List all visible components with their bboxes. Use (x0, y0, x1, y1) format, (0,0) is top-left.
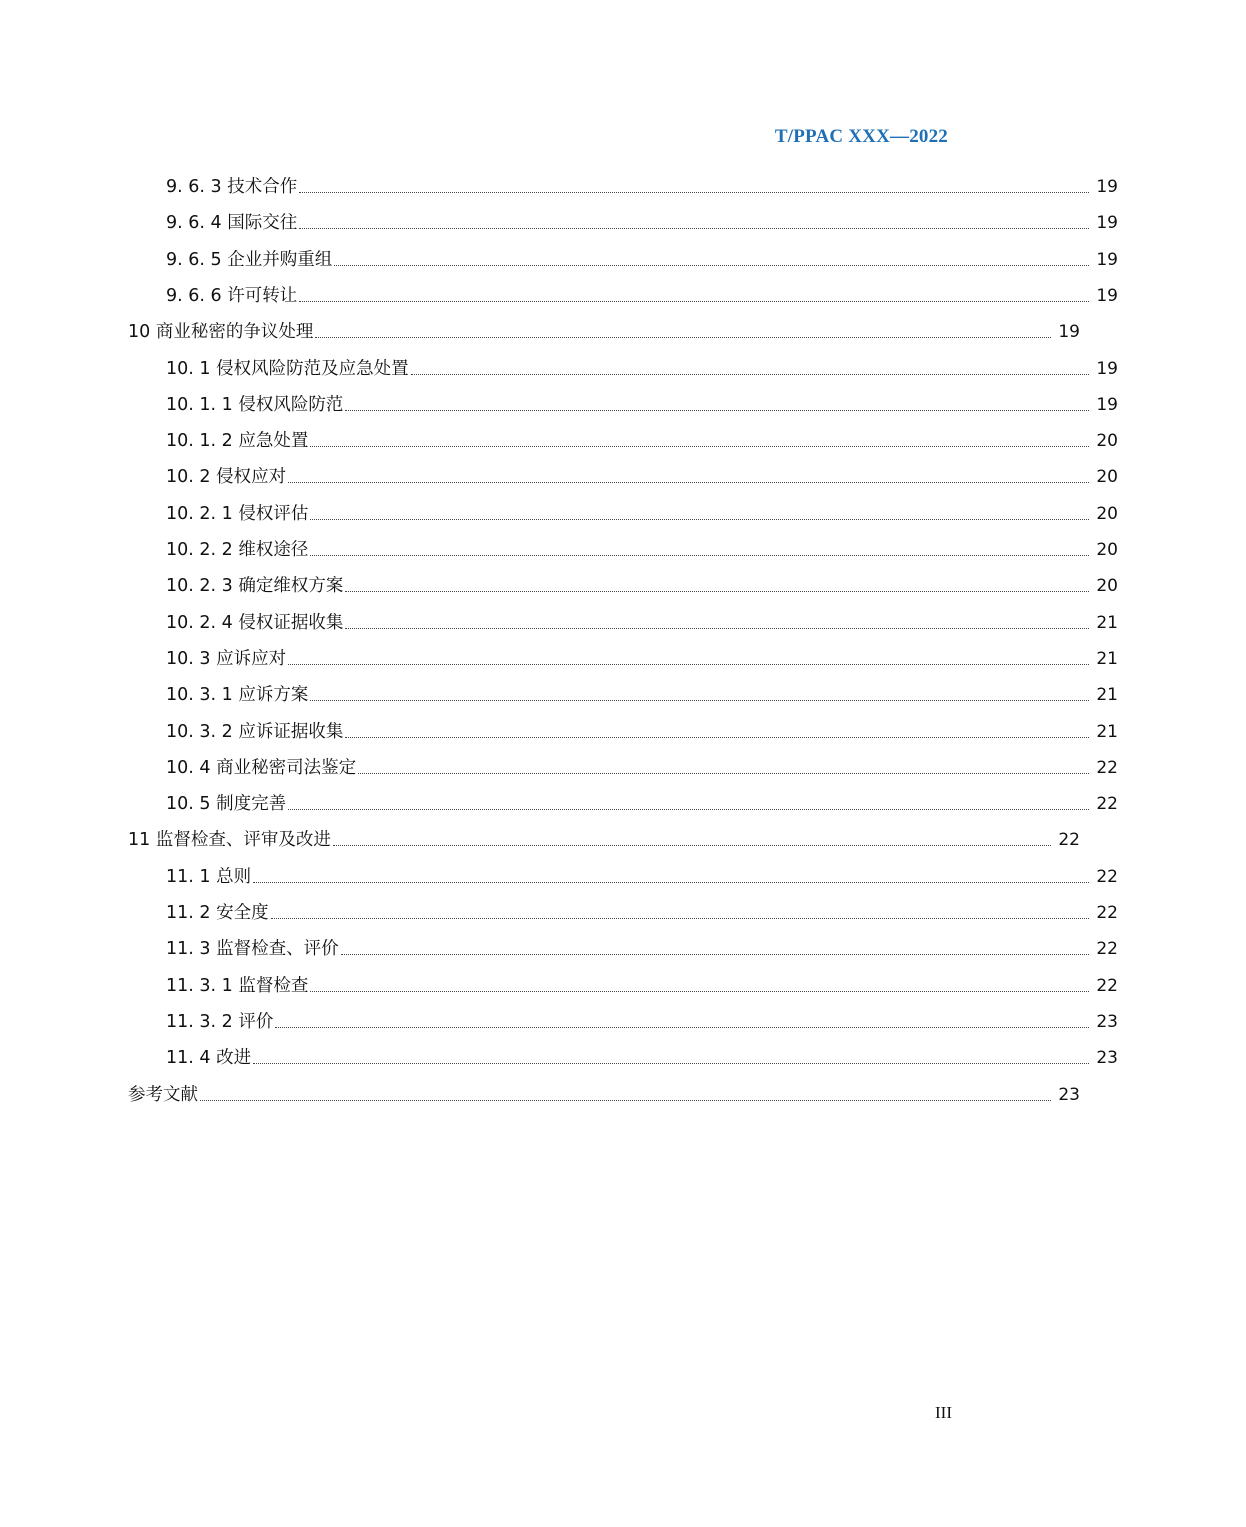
toc-entry-page-number: 22 (1096, 903, 1118, 923)
toc-entry[interactable] (0, 313, 1208, 343)
toc-entry[interactable] (0, 495, 1246, 525)
toc-dot-leader (271, 917, 1089, 919)
toc-entry[interactable] (0, 1003, 1246, 1033)
toc-entry-page-number: 21 (1096, 648, 1118, 669)
toc-entry-page-number: 22 (1096, 975, 1118, 996)
toc-dot-leader (253, 881, 1089, 883)
toc-entry-page-number: 20 (1096, 503, 1118, 524)
toc-entry-page-number: 19 (1096, 177, 1118, 197)
toc-entry-label: 11 监督检查、评审及改进 (128, 830, 331, 851)
toc-entry-label: 参考文献 (128, 1084, 198, 1105)
toc-dot-leader (288, 808, 1089, 810)
toc-dot-leader (310, 990, 1089, 992)
toc-entry-label: 11. 3. 1 监督检查 (166, 975, 309, 996)
toc-entry-label: 10. 2. 4 侵权证据收集 (166, 612, 344, 633)
toc-dot-leader (200, 1099, 1051, 1101)
toc-entry-label: 11. 4 改进 (166, 1048, 252, 1069)
toc-entry-label: 11. 1 总则 (166, 866, 252, 887)
toc-entry-label: 10. 2 侵权应对 (166, 467, 287, 488)
toc-dot-leader (288, 481, 1089, 483)
toc-entry-page-number: 20 (1096, 576, 1118, 597)
toc-entry[interactable] (0, 967, 1246, 997)
toc-entry-page-number: 23 (1096, 1011, 1118, 1032)
toc-dot-leader (275, 1026, 1089, 1028)
page-number: III (935, 1403, 952, 1422)
toc-entry[interactable] (0, 241, 1246, 271)
toc-dot-leader (310, 445, 1089, 447)
toc-entry-page-number: 21 (1096, 721, 1118, 742)
toc-entry-page-number: 19 (1096, 358, 1118, 379)
toc-entry[interactable] (0, 422, 1246, 452)
toc-entry[interactable] (0, 458, 1246, 488)
toc-entry-label: 10. 2. 1 侵权评估 (166, 503, 309, 524)
toc-entry[interactable] (0, 531, 1246, 561)
toc-dot-leader (315, 336, 1051, 338)
toc-dot-leader (358, 772, 1089, 774)
toc-entry-page-number: 19 (1096, 213, 1118, 234)
toc-entry-label: 10. 2. 2 维权途径 (166, 540, 309, 560)
toc-entry[interactable] (0, 1039, 1246, 1069)
toc-dot-leader (345, 736, 1089, 738)
toc-entry-label: 10. 3 应诉应对 (166, 648, 287, 669)
toc-entry-page-number: 21 (1096, 685, 1118, 706)
toc-entry-label: 11. 2 安全度 (166, 903, 269, 923)
toc-entry-label: 9. 6. 6 许可转让 (166, 285, 298, 306)
toc-dot-leader (333, 844, 1051, 846)
toc-entry[interactable] (0, 350, 1246, 380)
toc-entry[interactable] (0, 640, 1246, 670)
toc-entry-label: 10. 4 商业秘密司法鉴定 (166, 757, 357, 778)
toc-entry-page-number: 19 (1096, 394, 1118, 415)
toc-entry-label: 9. 6. 5 企业并购重组 (166, 249, 333, 270)
toc-entry[interactable] (0, 1076, 1208, 1106)
toc-dot-leader (310, 554, 1089, 556)
toc-entry-page-number: 23 (1096, 1048, 1118, 1069)
toc-entry-page-number: 22 (1096, 757, 1118, 778)
toc-entry-page-number: 23 (1058, 1084, 1080, 1105)
toc-entry[interactable] (0, 713, 1246, 743)
toc-entry-label: 10. 1 侵权风险防范及应急处置 (166, 358, 409, 379)
toc-entry-page-number: 22 (1096, 866, 1118, 887)
toc-entry[interactable] (0, 277, 1246, 307)
toc-entry-page-number: 19 (1096, 285, 1118, 306)
toc-entry[interactable] (0, 567, 1246, 597)
toc-entry[interactable] (0, 204, 1246, 234)
toc-entry-label: 11. 3 监督检查、评价 (166, 939, 339, 960)
toc-entry[interactable] (0, 785, 1246, 815)
toc-dot-leader (341, 953, 1089, 955)
toc-entry[interactable] (0, 894, 1246, 924)
toc-entry-label: 10. 5 制度完善 (166, 794, 287, 815)
toc-dot-leader (334, 264, 1089, 266)
toc-entry-label: 10. 3. 2 应诉证据收集 (166, 721, 344, 742)
toc-dot-leader (310, 518, 1089, 520)
toc-dot-leader (299, 300, 1089, 302)
toc-entry[interactable] (0, 676, 1246, 706)
toc-entry-page-number: 20 (1096, 467, 1118, 488)
toc-entry-label: 10. 2. 3 确定维权方案 (166, 576, 344, 597)
toc-entry-page-number: 22 (1058, 830, 1080, 851)
toc-entry[interactable] (0, 930, 1246, 960)
toc-dot-leader (288, 663, 1089, 665)
toc-dot-leader (345, 627, 1089, 629)
toc-entry-label: 10. 3. 1 应诉方案 (166, 685, 309, 706)
toc-dot-leader (345, 590, 1089, 592)
toc-entry-page-number: 22 (1096, 939, 1118, 960)
toc-dot-leader (310, 699, 1089, 701)
toc-dot-leader (253, 1062, 1089, 1064)
toc-entry-page-number: 19 (1096, 249, 1118, 270)
toc-entry-label: 9. 6. 4 国际交往 (166, 213, 298, 234)
toc-dot-leader (299, 191, 1089, 193)
toc-entry-label: 10. 1. 2 应急处置 (166, 431, 309, 452)
toc-entry-label: 10. 1. 1 侵权风险防范 (166, 394, 344, 415)
toc-entry-page-number: 19 (1058, 322, 1080, 343)
toc-dot-leader (345, 409, 1089, 411)
toc-entry[interactable] (0, 749, 1246, 779)
toc-entry-label: 10 商业秘密的争议处理 (128, 322, 314, 343)
toc-entry-page-number: 22 (1096, 794, 1118, 815)
toc-entry-label: 9. 6. 3 技术合作 (166, 177, 298, 197)
toc-entry[interactable] (0, 386, 1246, 416)
toc-entry-label: 11. 3. 2 评价 (166, 1011, 274, 1032)
toc-entry-page-number: 21 (1096, 612, 1118, 633)
toc-entry[interactable] (0, 858, 1246, 888)
toc-dot-leader (299, 227, 1089, 229)
toc-entry-page-number: 20 (1096, 431, 1118, 452)
document-code-header: T/PPAC XXX—2022 (774, 126, 948, 147)
toc-entry-page-number: 20 (1096, 540, 1118, 560)
toc-entry[interactable] (0, 821, 1208, 851)
toc-entry[interactable] (0, 168, 1246, 198)
toc-dot-leader (411, 373, 1089, 375)
toc-entry[interactable] (0, 604, 1246, 634)
